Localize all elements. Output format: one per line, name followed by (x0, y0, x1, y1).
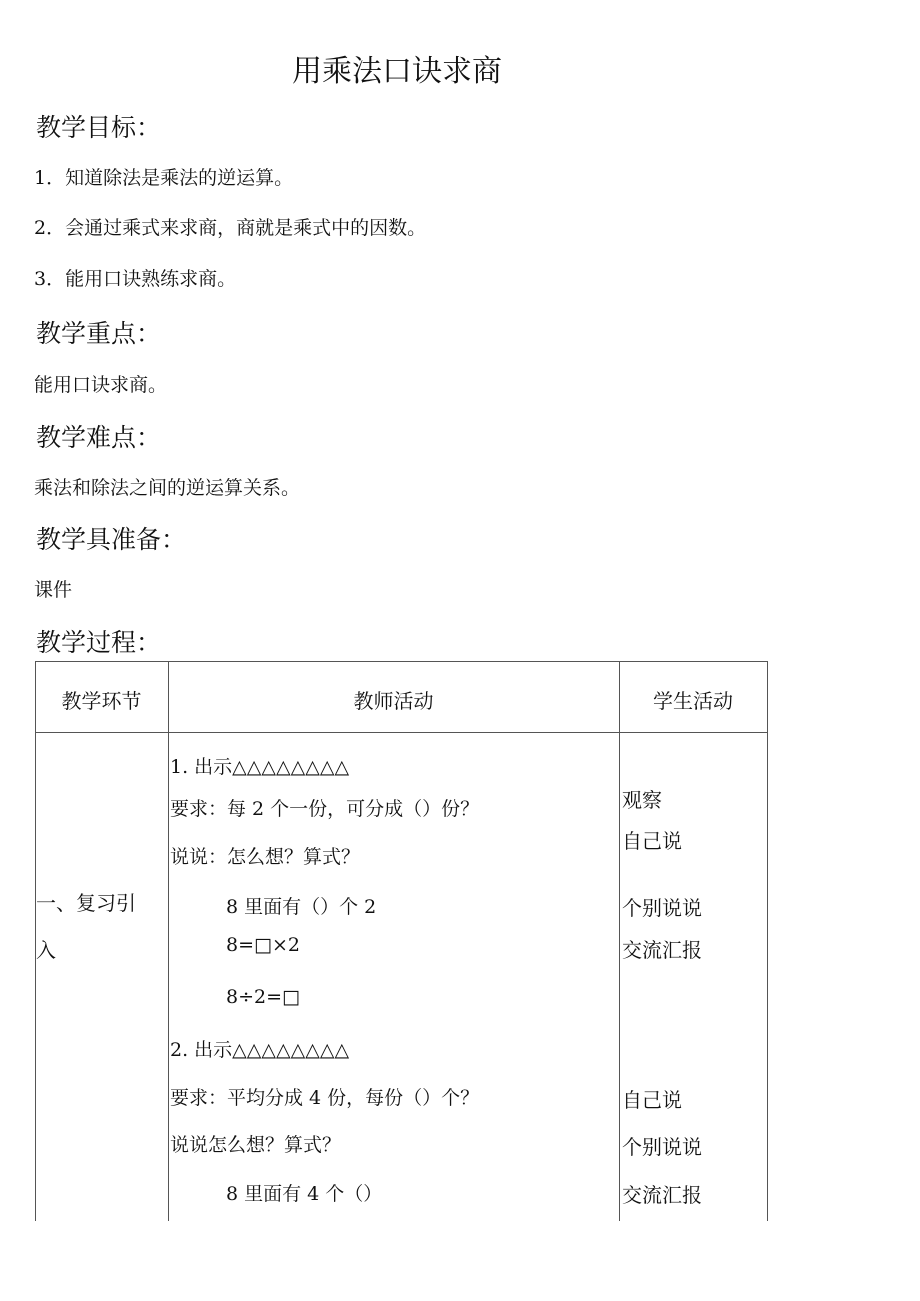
teacher-line-10: 8 里面有 4 个（） (226, 1183, 383, 1205)
goal-item-3: 3．能用口诀熟练求商。 (34, 268, 237, 290)
teacher-line-2: 要求：每 2 个一份，可分成（）份？ (170, 798, 480, 820)
header-stage: 教学环节 (61, 689, 142, 713)
section-label-line-2: 入 (36, 938, 56, 962)
prep-text: 课件 (34, 579, 73, 601)
table-border-right (767, 661, 768, 1221)
key-point-text: 能用口诀求商。 (34, 374, 168, 396)
student-line-7: 交流汇报 (622, 1183, 702, 1207)
student-line-1: 观察 (622, 788, 662, 812)
teacher-line-7: 2. 出示△△△△△△△△ (170, 1039, 350, 1061)
prep-heading: 教学具准备： (36, 525, 187, 554)
goal-item-1: 1．知道除法是乘法的逆运算。 (34, 167, 294, 189)
student-line-2: 自己说 (622, 829, 682, 853)
teacher-line-5: 8=□×2 (226, 934, 300, 956)
teacher-line-4: 8 里面有（）个 2 (226, 896, 377, 918)
process-table (35, 661, 768, 1221)
header-student-activity: 学生活动 (653, 689, 733, 713)
key-point-heading: 教学重点： (36, 319, 162, 348)
teacher-line-9: 说说怎么想？算式？ (170, 1134, 342, 1156)
section-label-line-1: 一、复习引 (36, 891, 136, 915)
table-header-divider (35, 732, 768, 733)
table-col-divider-2 (619, 661, 620, 1221)
table-col-divider-1 (168, 661, 169, 1221)
difficulty-text: 乘法和除法之间的逆运算关系。 (34, 477, 301, 499)
student-line-4: 交流汇报 (622, 938, 702, 962)
teacher-line-6: 8÷2=□ (226, 986, 300, 1008)
table-border-top (35, 661, 768, 662)
goals-heading: 教学目标： (36, 113, 162, 142)
page-title: 用乘法口诀求商 (292, 54, 502, 89)
difficulty-heading: 教学难点： (36, 423, 162, 452)
process-heading: 教学过程： (36, 628, 162, 657)
teacher-line-1: 1. 出示△△△△△△△△ (170, 756, 350, 778)
goal-item-2: 2．会通过乘式来求商，商就是乘式中的因数。 (34, 217, 427, 239)
student-line-6: 个别说说 (622, 1135, 702, 1159)
teacher-line-3: 说说：怎么想？算式？ (170, 846, 361, 868)
student-line-3: 个别说说 (622, 896, 702, 920)
teacher-line-8: 要求：平均分成 4 份，每份（）个？ (170, 1087, 480, 1109)
student-line-5: 自己说 (622, 1088, 682, 1112)
header-teacher-activity: 教师活动 (353, 689, 434, 713)
